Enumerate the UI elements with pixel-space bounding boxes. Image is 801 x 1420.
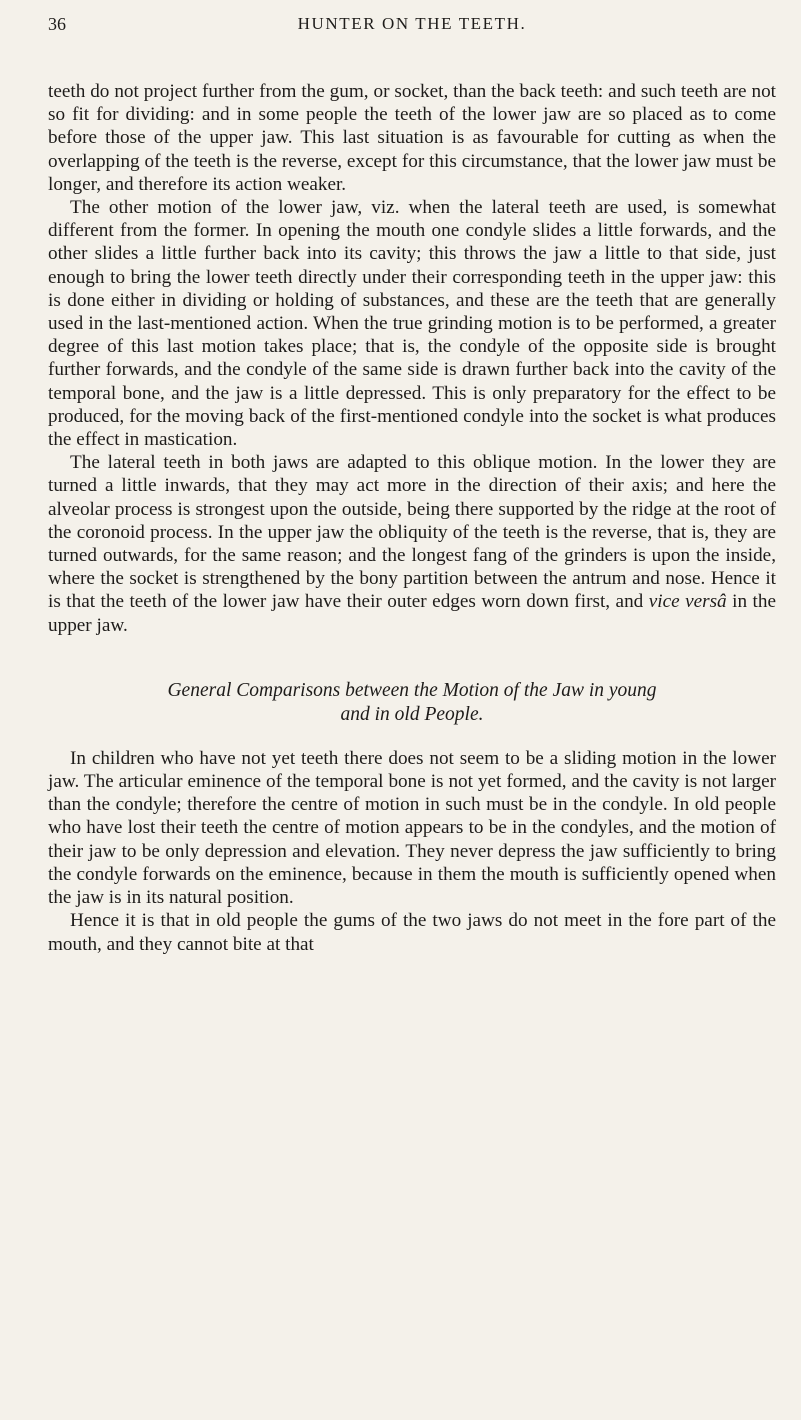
paragraph-oblique-motion (48, 451, 776, 637)
page-header (48, 14, 776, 44)
running-head: HUNTER ON THE TEETH. (297, 14, 527, 33)
paragraph-text-end: in the upper jaw. (48, 591, 776, 636)
paragraph-children-old-people: In children who have not yet teeth there does not seem to be a sliding motion in the lower jaw. The articular eminence of the temporal bone is not yet formed, and the cavity is not larger than the condyle; therefore the centre of motion in such must be in the condyle. In old people who have lost their teeth the centre of motion appears to be in the condyles, and the motion of their jaw to be only depression and elevation. They never depress the jaw sufficiently to bring the condyle forwards on the eminence, because in them the mouth is sufficiently opened when the jaw is in its natural position. (48, 747, 776, 909)
paragraph-text: The lateral teeth in both jaws are adapted to this oblique motion. In the lower they are turned a little inwards, that they may act more in the direction of their axis; and here the alveolar process is strongest upon the outside, being there supported by the ridge at the root of the coronoid process. In the upper jaw the obliquity of the teeth is the reverse, that is, they are turned outwards, for the same reason; and the longest fang of the grinders is upon the inside, where the socket is strengthened by the bony partition between the antrum and nose. Hence it is that the teeth of the lower jaw have their outer edges worn down first, and (48, 452, 776, 613)
page-number: 36 (48, 14, 66, 34)
section-title-line-1: General Comparisons between the Motion of the Jaw in young (167, 679, 657, 701)
book-page (48, 14, 776, 956)
paragraph-continuation: teeth do not project further from the gum, or socket, than the back teeth: and such teeth are not so fit for dividing: and in some people the teeth of the lower jaw are so placed as to come before those of the upper jaw. This last situation is as favourable for cutting as when the overlapping of the teeth is the reverse, except for this circumstance, that the lower jaw must be longer, and therefore its action weaker. (48, 81, 776, 195)
section-title-line-2: and in old People. (340, 703, 484, 725)
paragraph-lateral-motion: The other motion of the lower jaw, viz. when the lateral teeth are used, is somewhat different from the former. In opening the mouth one condyle slides a little forwards, and the other slides a little further back into its cavity; this throws the jaw a little to that side, just enough to bring the lower teeth directly under their corresponding teeth in the upper jaw: this is done either in dividing or holding of substances, and these are the teeth that are generally used in the last-mentioned action. When the true grinding motion is to be performed, a greater degree of this last motion takes place; that is, the condyle of the opposite side is brought further forwards, and the condyle of the same side is drawn further back into the cavity of the temporal bone, and the jaw is a little depressed. This is only preparatory for the effect to be produced, for the moving back of the first-mentioned condyle into the socket is what produces the effect in mastication. (48, 197, 776, 451)
section-title (48, 679, 776, 727)
italic-phrase: vice versâ (648, 591, 727, 613)
paragraph-gums: Hence it is that in old people the gums of the two jaws do not meet in the fore part of the mouth, and they cannot bite at that (48, 910, 776, 955)
